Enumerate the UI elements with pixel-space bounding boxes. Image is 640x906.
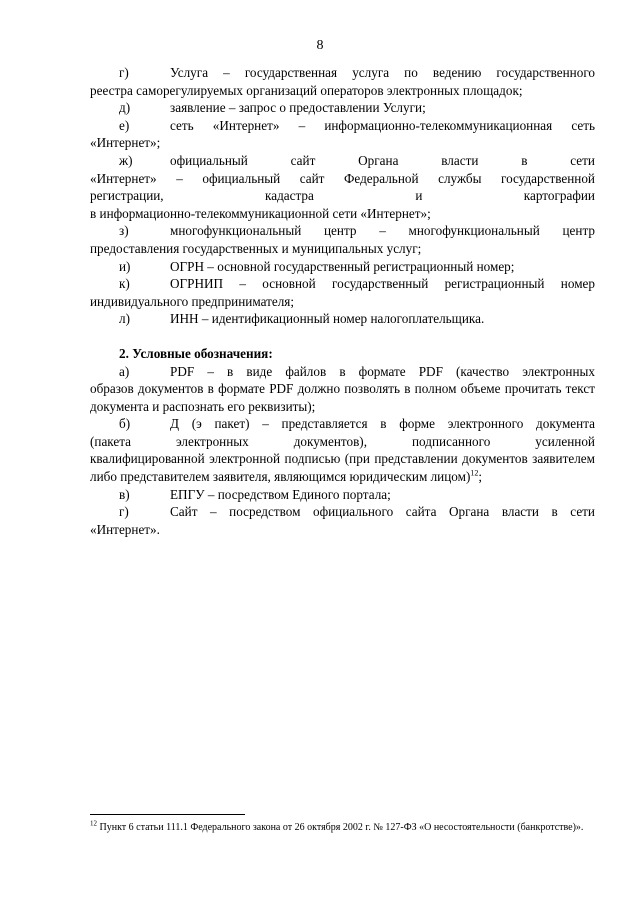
word: подписанного <box>411 433 491 449</box>
item-text-tail: ; <box>478 469 483 485</box>
item-text-continued: предоставления государственных и муниципальных услуг; <box>90 240 422 256</box>
item-marker: в) <box>119 486 130 502</box>
word: Органа <box>358 152 399 168</box>
item-text: Сайт – посредством официального сайта Органа власти в сети <box>170 504 595 520</box>
definition-item <box>90 64 595 99</box>
word: официальный <box>170 152 248 168</box>
item-text-continued <box>90 187 595 205</box>
item-text: заявление – запрос о предоставлении Услуги; <box>170 100 426 116</box>
item-marker: к) <box>119 276 130 292</box>
symbol-item <box>90 503 595 538</box>
item-text-continued: индивидуального предпринимателя; <box>90 293 295 309</box>
definition-item <box>90 258 595 276</box>
definition-item <box>90 117 595 152</box>
word: сайт <box>290 152 316 168</box>
footnote-number: 12 <box>90 819 97 828</box>
definition-item <box>90 310 595 328</box>
symbol-item <box>90 415 595 485</box>
word: и <box>415 188 423 204</box>
item-marker: ж) <box>119 152 133 168</box>
symbol-item <box>90 486 595 504</box>
word: (пакета <box>90 433 132 449</box>
word: картографии <box>523 188 595 204</box>
item-text-continued: образов документов в формате PDF должно позволять в полном объеме прочитать текст документа и распознать его реквизиты); <box>90 381 595 414</box>
page-number: 8 <box>316 38 324 53</box>
document-body <box>90 64 595 538</box>
item-text <box>170 152 595 170</box>
word: в <box>521 152 528 168</box>
item-text: многофункциональный центр – многофункциональный центр <box>170 223 595 239</box>
footnote <box>90 821 595 834</box>
item-text-continued <box>90 433 595 451</box>
definition-item <box>90 99 595 117</box>
item-text: Услуга – государственная услуга по ведению государственного <box>170 65 595 80</box>
item-marker: и) <box>119 258 131 274</box>
item-text-continued: «Интернет». <box>90 521 160 537</box>
item-text-continued: «Интернет»; <box>90 135 161 151</box>
item-text-continued: реестра саморегулируемых организаций операторов электронных площадок; <box>90 82 523 98</box>
item-marker: г) <box>119 65 129 80</box>
item-marker: а) <box>119 363 130 379</box>
word: власти <box>441 152 479 168</box>
item-text: ЕПГУ – посредством Единого портала; <box>170 486 391 502</box>
definition-item <box>90 152 595 222</box>
word: усиленной <box>535 433 595 449</box>
item-text: ИНН – идентификационный номер налогоплательщика. <box>170 311 485 327</box>
item-text-body: квалифицированной электронной подписью (при представлении документов заявителем либо представителем заявителя, являющимся юридическим лицом) <box>90 451 595 485</box>
item-marker: б) <box>119 416 131 432</box>
item-text-continued: «Интернет» – официальный сайт Федеральной службы государственной <box>90 170 595 186</box>
item-text: сеть «Интернет» – информационно-телекоммуникационная сеть <box>170 117 595 133</box>
item-text: PDF – в виде файлов в формате PDF (качество электронных <box>170 363 595 379</box>
item-text: ОГРН – основной государственный регистрационный номер; <box>170 258 515 274</box>
footnote-reference[interactable]: 12 <box>470 468 479 478</box>
item-marker: г) <box>119 504 129 520</box>
definition-item <box>90 222 595 257</box>
symbol-item <box>90 363 595 416</box>
item-marker: з) <box>119 223 129 239</box>
item-marker: д) <box>119 100 131 116</box>
item-text-continued: в информационно-телекоммуникационной сети «Интернет»; <box>90 205 431 221</box>
word: сети <box>570 152 595 168</box>
item-marker: л) <box>119 311 130 327</box>
item-text: ОГРНИП – основной государственный регистрационный номер <box>170 276 595 292</box>
definition-item <box>90 275 595 310</box>
item-text: Д (э пакет) – представляется в форме электронного документа <box>170 416 595 432</box>
word: регистрации, <box>90 188 164 204</box>
word: документов), <box>293 433 368 449</box>
word: электронных <box>175 433 249 449</box>
item-marker: е) <box>119 117 130 133</box>
word: кадастра <box>265 188 314 204</box>
section-title: 2. Условные обозначения: <box>119 345 273 361</box>
footnote-text: Пункт 6 статьи 111.1 Федерального закона от 26 октября 2002 г. № 127-ФЗ «О несостоятельности (банкротстве)». <box>97 822 584 833</box>
footnote-separator <box>90 814 245 815</box>
item-text-continued <box>90 450 595 485</box>
